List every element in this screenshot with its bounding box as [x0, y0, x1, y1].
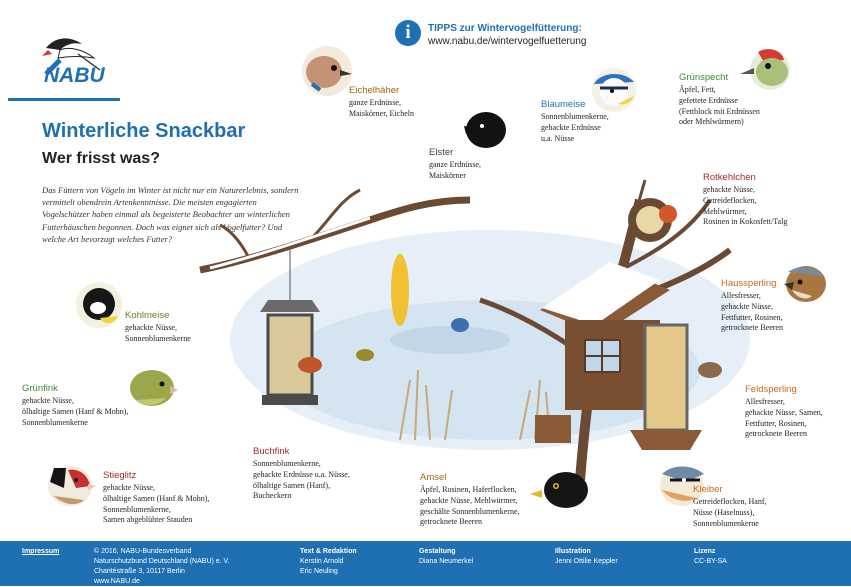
bird-eichelhaeher	[349, 85, 414, 120]
bird-food: Getreideflocken, Hanf, Nüsse (Haselnuss), Sonnenblumenkerne	[693, 497, 767, 528]
bird-name: Feldsperling	[745, 384, 797, 395]
bird-food: Sonnenblumenkerne, gehackte Erdnüsse u.a. Nüsse	[541, 112, 609, 143]
bird-food: Äpfel, Fett, gefettete Erdnüsse (Fettblock mit Erdnüssen oder Mehlwürmern)	[679, 85, 760, 127]
bird-rotkehlchen	[703, 172, 787, 228]
footer-illustration-head: Illustration	[555, 548, 591, 555]
bird-name: Blaumeise	[541, 99, 586, 110]
bird-name: Eichelhäher	[349, 85, 400, 96]
bird-kohlmeise	[125, 310, 191, 345]
footer-illustration-credits	[555, 547, 618, 567]
bird-name: Haussperling	[721, 278, 777, 289]
logo-text: NABU	[44, 64, 105, 87]
tips-title: TIPPS zur Wintervogelfütterung:	[428, 23, 582, 34]
bird-food: ganze Erdnüsse, Maiskörner, Eicheln	[349, 98, 414, 118]
bird-food: gehackte Nüsse, Getreideflocken, Mehlwürmer, Rosinen in Kokosfett/Talg	[703, 185, 788, 227]
bird-food: Sonnenblumenkerne, gehackte Erdnüsse u.a. Nüsse, ölhaltige Samen (Hanf), Bucheckern	[253, 459, 350, 501]
footer-design-names: Diana Neumerkel	[419, 558, 474, 565]
bird-name: Stieglitz	[103, 470, 137, 481]
goldfinch-head-icon	[40, 460, 96, 512]
bird-name: Kohlmeise	[125, 310, 170, 321]
bird-name: Amsel	[420, 472, 447, 483]
tips-url[interactable]: www.nabu.de/wintervogelfuetterung	[428, 36, 587, 47]
bird-gruenfink	[22, 383, 128, 428]
bird-blaumeise	[541, 99, 609, 144]
impressum-link[interactable]: Impressum	[22, 548, 60, 555]
page-title: Winterliche Snackbar	[42, 120, 246, 142]
winter-garden-scene	[190, 140, 750, 480]
bird-food: Allesfresser, gehackte Nüsse, Samen, Fettfutter, Rosinen, getrocknete Beeren	[745, 397, 823, 439]
footer-text-head: Text & Redaktion	[300, 548, 357, 555]
footer	[0, 541, 851, 586]
page-subtitle: Wer frisst was?	[42, 150, 160, 167]
info-icon[interactable]: i	[395, 20, 421, 46]
footer-text-credits	[300, 547, 357, 577]
great-tit-head-icon	[74, 280, 124, 330]
bird-name: Grünspecht	[679, 72, 729, 83]
bird-food: Äpfel, Rosinen, Haferflocken, gehackte Nüsse, Mehlwürmer, geschälte Sonnenblumenkerne, getrocknete Beeren	[420, 485, 520, 527]
bird-feldsperling	[745, 384, 823, 440]
footer-license-value[interactable]: CC-BY-SA	[694, 558, 727, 565]
jay-head-icon	[300, 44, 354, 98]
logo-rule	[8, 98, 120, 101]
tips-header[interactable]	[428, 22, 586, 48]
bird-amsel	[420, 472, 520, 528]
bird-food: gehackte Nüsse, ölhaltige Samen (Hanf & Mohn), Sonnenblumenkerne	[22, 396, 129, 427]
footer-license	[694, 547, 727, 567]
bird-stieglitz	[103, 470, 209, 526]
bird-elster	[429, 147, 481, 182]
intro-text: Das Füttern von Vögeln im Winter ist nicht nur ein Naturerlebnis, sondern vermittelt obendrein Artenkenntnisse. Die meisten engagierten Vogelschützer haben einmal als begeisterte Beobachter am winterlichen Futterhäuschen begonnen. Doch was eignet sich als Vogelfutter? Und welche Art bevorzugt welches Futter?	[42, 185, 299, 244]
bird-food: gehackte Nüsse, ölhaltige Samen (Hanf & Mohn), Sonnenblumenkerne, Samen abgeblühter Stauden	[103, 483, 210, 525]
footer-design-head: Gestaltung	[419, 548, 456, 555]
bird-name: Kleiber	[693, 484, 723, 495]
bird-gruenspecht	[679, 72, 760, 128]
footer-text-names: Kerstin Arnold Eric Neuling	[300, 558, 344, 575]
house-sparrow-head-icon	[778, 260, 830, 308]
blackbird-head-icon	[530, 468, 590, 514]
greenfinch-head-icon	[126, 364, 180, 412]
footer-design-credits	[419, 547, 473, 567]
footer-org: © 2016, NABU-Bundesverband Naturschutzbund Deutschland (NABU) e. V. Charitéstraße 3, 10117 Berlin www.NABU.de	[94, 548, 230, 585]
bird-food: Allesfresser, gehackte Nüsse, Fettfutter, Rosinen, getrocknete Beeren	[721, 291, 783, 333]
nabu-logo[interactable]	[8, 30, 120, 102]
bird-food: ganze Erdnüsse, Maiskörner	[429, 160, 481, 180]
bird-kleiber	[693, 484, 767, 529]
bird-haussperling	[721, 278, 783, 334]
footer-illustration-names: Jenni Ottilie Keppler	[555, 558, 618, 565]
bird-name: Grünfink	[22, 383, 58, 394]
bird-buchfink	[253, 446, 350, 502]
footer-license-head: Lizenz	[694, 548, 716, 555]
bird-name: Elster	[429, 147, 454, 158]
bird-name: Buchfink	[253, 446, 290, 457]
bird-food: gehackte Nüsse, Sonnenblumenkerne	[125, 323, 191, 343]
bird-name: Rotkehlchen	[703, 172, 756, 183]
